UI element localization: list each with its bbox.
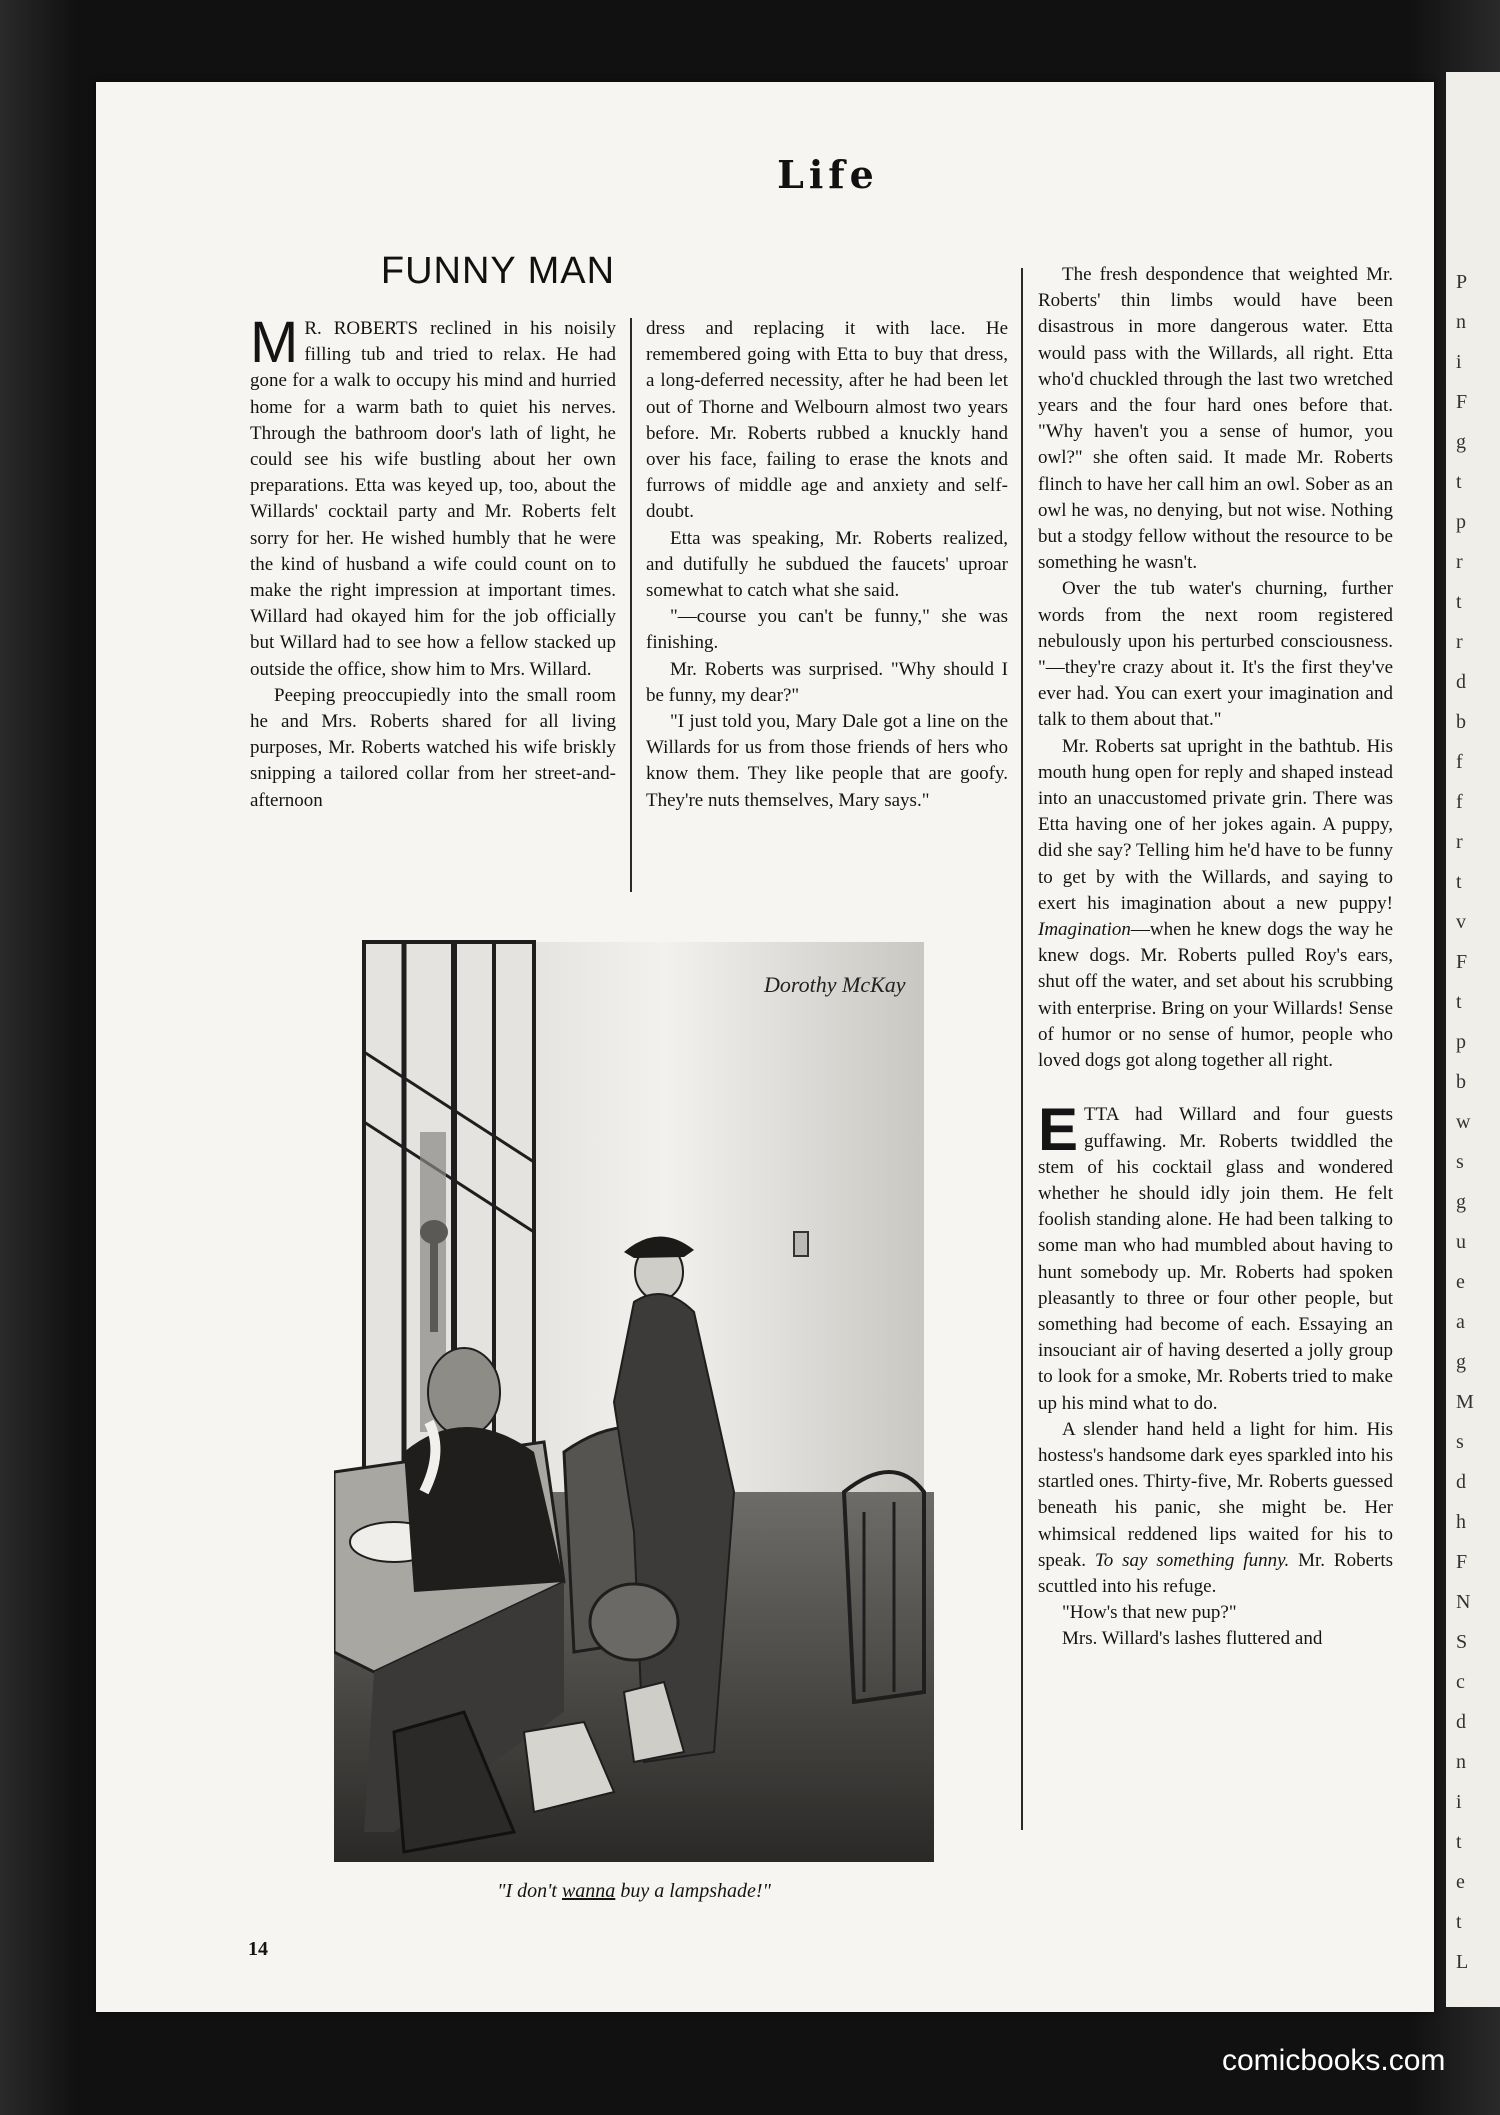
adjacent-page-letter: S (1456, 1631, 1468, 1653)
adjacent-page-letter: P (1456, 271, 1468, 293)
paragraph: Peeping preoccupiedly into the small room he and Mrs. Roberts shared for all living purposes, Mr. Roberts watched his wife briskly snipping a tailored collar from her street-and-afternoon (250, 684, 616, 811)
adjacent-page-letter: N (1456, 1591, 1471, 1613)
column-rule (630, 318, 632, 892)
adjacent-page-letter: r (1456, 631, 1463, 653)
story-title: FUNNY MAN (380, 250, 616, 292)
adjacent-page-letter: r (1456, 831, 1463, 853)
section-break (1038, 1074, 1393, 1102)
adjacent-page-letter: g (1456, 1351, 1466, 1373)
adjacent-page-letter: h (1456, 1511, 1466, 1533)
drop-cap: M (250, 310, 299, 375)
adjacent-page-letter: u (1456, 1231, 1466, 1253)
adjacent-page-letter: d (1456, 1711, 1466, 1733)
adjacent-page-letter: f (1456, 751, 1463, 773)
paragraph: ETTA had Willard and four guests guffawing. Mr. Roberts twiddled the stem of his cocktail glass and wondered whether he should idly join them. He felt foolish standing alone. He had been talking to some man who had mumbled about having to hunt somebody up. Mr. Roberts had spoken pleasantly to three or four other people, but something had become of each. Essaying an insouciant air of having deserted a jolly group to look for a smoke, Mr. Roberts tried to make up his mind what to do. (1038, 1096, 1393, 1414)
paragraph: Mrs. Willard's lashes fluttered and (1062, 1628, 1323, 1650)
adjacent-page-letter: F (1456, 391, 1468, 413)
adjacent-page-letter: w (1456, 1111, 1471, 1133)
page-number: 14 (248, 1938, 268, 1960)
paragraph: Mr. Roberts sat upright in the bathtub. His mouth hung open for reply and shaped instead into an unaccustomed private grin. There was Etta having one of her jokes again. A puppy, did she say? Telling him he'd have to be funny to get by with the Willards, and saying to exert his imagination about a new puppy! Imagination—when he knew dogs the way he knew dogs. Mr. Roberts pulled Roy's ears, shut off the water, and set about his scrubbing with enterprise. Bring on your Willards! Sense of humor or no sense of humor, people who loved dogs got along together all right. (1038, 735, 1393, 1072)
adjacent-page-letter: F (1456, 951, 1468, 973)
adjacent-page-letter: r (1456, 551, 1463, 573)
adjacent-page-letter: b (1456, 1071, 1466, 1093)
adjacent-page-letter: f (1456, 791, 1463, 813)
adjacent-page-letter: t (1456, 471, 1462, 493)
adjacent-page-letter: e (1456, 1871, 1465, 1893)
adjacent-page-letter: g (1456, 1191, 1466, 1213)
adjacent-page-letter: n (1456, 311, 1466, 333)
adjacent-page-letter: t (1456, 991, 1462, 1013)
text-column-1 (250, 310, 616, 814)
paragraph: The fresh despondence that weighted Mr. Roberts' thin limbs would have been disastrous in more dangerous water. Etta would pass with the Willards, all right. Etta who'd chuckled through the last two wretched years and the four hard ones before that. "Why haven't you a sense of humor, you owl?" she often said. It made Mr. Roberts flinch to have her call him an owl. Sober as an owl he was, no denying, but not wise. Nothing but a stodgy fellow without the resource to be something he wasn't. (1038, 264, 1393, 574)
adjacent-page-letter: t (1456, 871, 1462, 893)
paragraph: "How's that new pup?" (1062, 1602, 1237, 1624)
adjacent-page-letter: s (1456, 1151, 1464, 1173)
adjacent-page-letter: g (1456, 431, 1466, 453)
light-switch (794, 1232, 808, 1256)
paragraph: A slender hand held a light for him. His hostess's handsome dark eyes sparkled into his startled ones. Thirty-five, Mr. Roberts guessed beneath his panic, she might be. Her whimsical reddened lips waited for his to speak. To say something funny. Mr. Roberts scuttled into his refuge. (1038, 1418, 1394, 1597)
artist-signature: Dorothy McKay (764, 972, 906, 997)
adjacent-page-letter: F (1456, 1551, 1468, 1573)
adjacent-page-letter: L (1456, 1951, 1469, 1973)
adjacent-page-letter: t (1456, 591, 1462, 613)
paragraph: "—course you can't be funny," she was finishing. (646, 606, 1008, 654)
adjacent-page-letter: t (1456, 1911, 1462, 1933)
adjacent-page-letter: e (1456, 1271, 1465, 1293)
adjacent-page-edge (1446, 72, 1500, 2007)
adjacent-page-letter: d (1456, 671, 1466, 693)
adjacent-page-letter: s (1456, 1431, 1464, 1453)
watermark: comicbooks.com (1222, 2044, 1446, 2077)
text-column-2 (646, 316, 1008, 814)
paragraph: Mr. Roberts was surprised. "Why should I be funny, my dear?" (646, 658, 1008, 706)
adjacent-page-letter: i (1456, 1791, 1462, 1813)
adjacent-page-letter: i (1456, 351, 1462, 373)
paragraph: Over the tub water's churning, further words from the next room registered nebulously upon his perturbed consciousness. "—they're crazy about it. It's the first they've ever had. You can exert your imagination and talk to them about that." (1038, 578, 1393, 731)
adjacent-page-letter: c (1456, 1671, 1465, 1693)
adjacent-page-letter: a (1456, 1311, 1465, 1333)
paragraph: "I just told you, Mary Dale got a line on the Willards for us from those friends of hers who know them. They like people that are goofy. They're nuts themselves, Mary says." (646, 711, 1008, 811)
paragraph: Etta was speaking, Mr. Roberts realized, and dutifully he subdued the faucets' uproar somewhat to catch what she said. (646, 527, 1008, 602)
adjacent-page-letter: d (1456, 1471, 1466, 1493)
illustration-caption: "I don't wanna buy a lampshade!" (497, 1880, 771, 1902)
adjacent-page-letter: v (1456, 911, 1466, 933)
magazine-masthead: Life (777, 152, 879, 197)
paragraph: M R. ROBERTS reclined in his noisily filling tub and tried to relax. He had gone for a walk to occupy his mind and hurried home for a warm bath to quiet his nerves. Through the bathroom door's lath of light, he could see his wife bustling about her own preparations. Etta was keyed up, too, about the Willards' cocktail party and Mr. Roberts felt sorry for her. He wished humbly that he were the kind of husband a wife could count on to make the right impression at important times. Willard had okayed him for the job officially but Willard had to see how a fellow stacked up outside the office, show him to Mrs. Willard. (250, 310, 616, 680)
adjacent-page-letter: p (1456, 511, 1466, 533)
drop-cap: E (1038, 1096, 1079, 1164)
adjacent-page-letter: M (1456, 1391, 1474, 1413)
text-column-3 (1038, 262, 1393, 1653)
adjacent-page-letter: p (1456, 1031, 1466, 1053)
paragraph: dress and replacing it with lace. He remembered going with Etta to buy that dress, a long-deferred necessity, after he had been let out of Thorne and Welbourn almost two years before. Mr. Roberts rubbed a knuckly hand over his face, failing to erase the knots and furrows of middle age and anxiety and self-doubt. (646, 318, 1008, 523)
cartoon-illustration (334, 932, 934, 1862)
adjacent-page-letter: b (1456, 711, 1466, 733)
adjacent-page-letter: n (1456, 1751, 1466, 1773)
adjacent-page-letter: t (1456, 1831, 1462, 1853)
column-rule (1021, 268, 1023, 1830)
